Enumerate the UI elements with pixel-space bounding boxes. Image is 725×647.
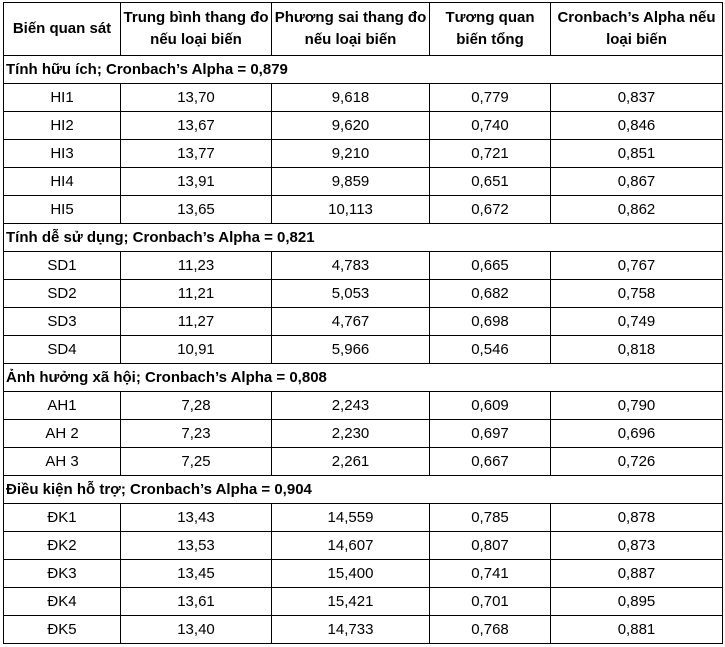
cell: ĐK2 bbox=[4, 532, 121, 560]
cell: 0,881 bbox=[551, 616, 723, 644]
cell: ĐK1 bbox=[4, 504, 121, 532]
group-title: Tính hữu ích; Cronbach’s Alpha = 0,879 bbox=[4, 56, 723, 84]
cell: 7,28 bbox=[121, 392, 272, 420]
cell: 9,210 bbox=[272, 140, 430, 168]
cell: 0,862 bbox=[551, 196, 723, 224]
cell: 11,21 bbox=[121, 280, 272, 308]
cell: 4,767 bbox=[272, 308, 430, 336]
cell: 14,607 bbox=[272, 532, 430, 560]
group-row bbox=[4, 476, 723, 504]
group-title: Ảnh hưởng xã hội; Cronbach’s Alpha = 0,808 bbox=[4, 364, 723, 392]
cell: HI3 bbox=[4, 140, 121, 168]
cell: 0,697 bbox=[430, 420, 551, 448]
group-row bbox=[4, 364, 723, 392]
cell: 0,651 bbox=[430, 168, 551, 196]
cell: AH1 bbox=[4, 392, 121, 420]
cell: ĐK5 bbox=[4, 616, 121, 644]
table-row bbox=[4, 532, 723, 560]
cell: 9,618 bbox=[272, 84, 430, 112]
cell: HI1 bbox=[4, 84, 121, 112]
table-row bbox=[4, 560, 723, 588]
cell: 5,053 bbox=[272, 280, 430, 308]
cell: HI4 bbox=[4, 168, 121, 196]
cell: 9,859 bbox=[272, 168, 430, 196]
cell: 13,91 bbox=[121, 168, 272, 196]
cell: 0,851 bbox=[551, 140, 723, 168]
cell: ĐK3 bbox=[4, 560, 121, 588]
cell: SD1 bbox=[4, 252, 121, 280]
cell: 13,70 bbox=[121, 84, 272, 112]
cell: 13,65 bbox=[121, 196, 272, 224]
table-row bbox=[4, 196, 723, 224]
cell: HI2 bbox=[4, 112, 121, 140]
cell: 0,867 bbox=[551, 168, 723, 196]
table-row bbox=[4, 504, 723, 532]
cell: 10,113 bbox=[272, 196, 430, 224]
table-row bbox=[4, 112, 723, 140]
cell: 2,230 bbox=[272, 420, 430, 448]
cell: 0,667 bbox=[430, 448, 551, 476]
cell: 0,758 bbox=[551, 280, 723, 308]
cell: 0,873 bbox=[551, 532, 723, 560]
cell: 7,23 bbox=[121, 420, 272, 448]
cell: HI5 bbox=[4, 196, 121, 224]
cell: 0,698 bbox=[430, 308, 551, 336]
cell: AH 2 bbox=[4, 420, 121, 448]
cell: 0,878 bbox=[551, 504, 723, 532]
table-row bbox=[4, 588, 723, 616]
header-cell: Cronbach’s Alpha nếu loại biến bbox=[551, 3, 723, 56]
cell: 13,67 bbox=[121, 112, 272, 140]
group-row bbox=[4, 224, 723, 252]
reliability-table bbox=[3, 2, 723, 644]
header-cell: Tương quan biến tổng bbox=[430, 3, 551, 56]
cell: 0,895 bbox=[551, 588, 723, 616]
cell: 0,726 bbox=[551, 448, 723, 476]
cell: 15,400 bbox=[272, 560, 430, 588]
cell: 0,887 bbox=[551, 560, 723, 588]
table-row bbox=[4, 420, 723, 448]
cell: 9,620 bbox=[272, 112, 430, 140]
cell: 0,682 bbox=[430, 280, 551, 308]
cell: 13,53 bbox=[121, 532, 272, 560]
table-row bbox=[4, 448, 723, 476]
table-row bbox=[4, 336, 723, 364]
cell: AH 3 bbox=[4, 448, 121, 476]
group-row bbox=[4, 56, 723, 84]
cell: 0,609 bbox=[430, 392, 551, 420]
cell: 0,665 bbox=[430, 252, 551, 280]
cell: 11,23 bbox=[121, 252, 272, 280]
table-row bbox=[4, 252, 723, 280]
cell: 13,77 bbox=[121, 140, 272, 168]
cell: 0,818 bbox=[551, 336, 723, 364]
cell: 0,672 bbox=[430, 196, 551, 224]
cell: 10,91 bbox=[121, 336, 272, 364]
cell: 0,546 bbox=[430, 336, 551, 364]
cell: SD3 bbox=[4, 308, 121, 336]
cell: 14,559 bbox=[272, 504, 430, 532]
cell: 13,40 bbox=[121, 616, 272, 644]
cell: 0,721 bbox=[430, 140, 551, 168]
table-row bbox=[4, 168, 723, 196]
header-row bbox=[4, 3, 723, 56]
cell: 0,741 bbox=[430, 560, 551, 588]
cell: 4,783 bbox=[272, 252, 430, 280]
cell: 0,749 bbox=[551, 308, 723, 336]
cell: 7,25 bbox=[121, 448, 272, 476]
cell: 0,779 bbox=[430, 84, 551, 112]
table-row bbox=[4, 84, 723, 112]
cell: 14,733 bbox=[272, 616, 430, 644]
cell: SD4 bbox=[4, 336, 121, 364]
header-cell: Biến quan sát bbox=[4, 3, 121, 56]
table-row bbox=[4, 308, 723, 336]
group-title: Điều kiện hỗ trợ; Cronbach’s Alpha = 0,904 bbox=[4, 476, 723, 504]
cell: 13,45 bbox=[121, 560, 272, 588]
cell: 0,790 bbox=[551, 392, 723, 420]
table-row bbox=[4, 616, 723, 644]
cell: 0,696 bbox=[551, 420, 723, 448]
group-title: Tính dễ sử dụng; Cronbach’s Alpha = 0,821 bbox=[4, 224, 723, 252]
cell: SD2 bbox=[4, 280, 121, 308]
table-row bbox=[4, 392, 723, 420]
cell: 13,61 bbox=[121, 588, 272, 616]
header-cell: Trung bình thang đo nếu loại biến bbox=[121, 3, 272, 56]
cell: 0,807 bbox=[430, 532, 551, 560]
cell: 0,767 bbox=[551, 252, 723, 280]
cell: ĐK4 bbox=[4, 588, 121, 616]
cell: 0,768 bbox=[430, 616, 551, 644]
cell: 0,701 bbox=[430, 588, 551, 616]
cell: 0,740 bbox=[430, 112, 551, 140]
table-row bbox=[4, 280, 723, 308]
cell: 13,43 bbox=[121, 504, 272, 532]
cell: 15,421 bbox=[272, 588, 430, 616]
cell: 0,837 bbox=[551, 84, 723, 112]
cell: 11,27 bbox=[121, 308, 272, 336]
table-row bbox=[4, 140, 723, 168]
header-cell: Phương sai thang đo nếu loại biến bbox=[272, 3, 430, 56]
cell: 2,243 bbox=[272, 392, 430, 420]
cell: 2,261 bbox=[272, 448, 430, 476]
cell: 0,785 bbox=[430, 504, 551, 532]
cell: 5,966 bbox=[272, 336, 430, 364]
cell: 0,846 bbox=[551, 112, 723, 140]
